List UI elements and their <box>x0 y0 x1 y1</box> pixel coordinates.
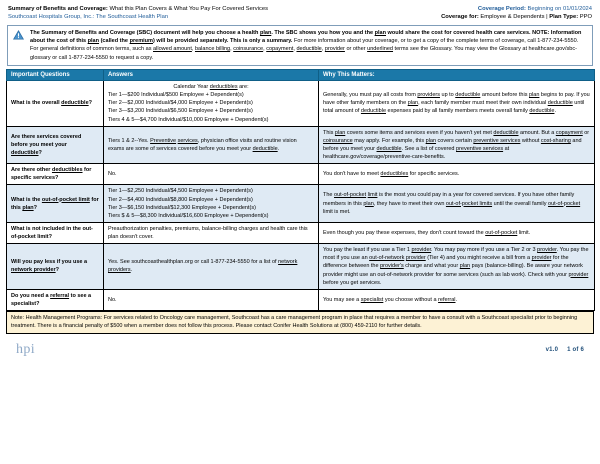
w4-term-oop: out-of-pocket <box>334 192 367 199</box>
tier-line: Tier 2—$4,400 Individual/$8,800 Employee + Dependent(s) <box>108 196 253 203</box>
answer-services-before-deductible <box>104 126 319 164</box>
why-overall-deductible <box>319 81 595 127</box>
tier-line: Tier 3—$3,200 Individual/$6,500 Employee + Dependent(s) <box>108 108 253 115</box>
intro-term-copayment: copayment <box>266 46 294 53</box>
table-row <box>7 244 595 290</box>
w1-term-deductible-2: deductible <box>547 100 573 107</box>
a1-intro-b: are: <box>237 84 249 91</box>
w2-f: covers certain <box>436 137 474 144</box>
q3-term-deductibles: deductibles <box>51 167 83 174</box>
why-network-provider <box>319 244 595 290</box>
why-out-of-pocket-limit <box>319 185 595 223</box>
intro-term-plan-2: plan <box>374 29 386 36</box>
q4-a: What is the <box>11 196 42 203</box>
w4-c: is the most you could pay in a year for covered services. If you have other family members in this <box>323 192 575 207</box>
intro-term-provider: provider <box>324 46 345 53</box>
w1-term-deductible-3: deductible <box>360 108 386 115</box>
question-other-deductibles <box>7 164 104 185</box>
w7-term-specialist: specialist <box>360 296 384 303</box>
q7-b: to see a specialist? <box>11 292 92 307</box>
answer-out-of-pocket-limit <box>104 185 319 223</box>
w1-term-deductible-1: deductible <box>455 92 481 99</box>
question-out-of-pocket-limit <box>7 185 104 223</box>
health-management-note <box>6 311 594 334</box>
q6-b: ? <box>55 267 59 274</box>
table-header-row <box>7 70 595 81</box>
w1-term-deductible-4: deductible <box>529 108 555 115</box>
benefits-table <box>6 69 595 311</box>
tier-line: Tier 3—$6,150 Individual/$12,300 Employee + Dependent(s) <box>108 204 256 211</box>
header-left <box>8 5 268 22</box>
a6-b: . <box>130 267 133 274</box>
a1-intro <box>108 83 314 91</box>
q2-a: Are there services covered before you meet your <box>11 133 82 148</box>
q7-term-referral: referral <box>50 292 70 299</box>
a2-a: Tiers 1 & 2--Yes. <box>108 137 151 144</box>
w3-b: for specific services. <box>408 171 460 178</box>
a1-term-deductibles: deductibles <box>209 84 238 91</box>
w5-term-oop: out-of-pocket <box>485 229 518 236</box>
intro-callout <box>7 25 593 66</box>
a2-term-services: services <box>177 137 198 144</box>
w4-a: The <box>323 192 335 199</box>
w6-c: . You pay the most if you use an <box>323 247 589 262</box>
w2-i: . See a list of covered <box>401 145 457 152</box>
page-number: 1 of 6 <box>567 346 584 353</box>
intro-s1a: The Summary of Benefits and Coverage (SBC) document will help you choose a health <box>30 29 260 36</box>
q4-b: for this <box>11 196 99 211</box>
table-row <box>7 185 595 223</box>
w3-term-deductibles: deductibles <box>380 171 409 178</box>
w6-h: pays (balance-billing). Be aware your network provider might use an out-of-network provider for some services (such as lab work). Check with your <box>323 263 583 278</box>
w4-e: until the overall family <box>492 200 549 207</box>
w7-term-referral: referral <box>438 296 456 303</box>
intro-paragraph: The Summary of Benefits and Coverage (SBC) document will help you choose a health plan. The SBC shows you how you and the plan would share the cost for covered health care services. NOTE: Information about the cost of this plan (called the premium) will be provided separately. This is only a summary. For more information about your coverage, or to get a copy of the complete terms of coverage, call 1-877-234-5550. For general definitions of common terms, such as allowed amount, balance billing, coinsurance, copayment, deductible, provider or other underlined terms see the Glossary. You may view the Glossary at healthcare.gov/sbc-glossary or call 1-877-234-5550 to request a copy. <box>30 29 582 61</box>
w4-d: , they have to meet their own <box>373 200 446 207</box>
a2-c: , physician office visits and routine vision exams are some of services covered before you meet your <box>108 137 297 152</box>
answer-not-included-oop: Preauthorization penalties, premiums, balance-billing charges and health care this plan doesn't cover. <box>104 222 319 243</box>
q4-term-oop-limit: out-of-pocket limit <box>41 196 90 203</box>
answer-overall-deductible <box>104 81 319 127</box>
a2-term-preventive: Preventive <box>150 137 177 144</box>
intro-s4: terms see the Glossary. You may view the Glossary at healthcare.gov/sbc-glossary or call 1-877-234-5550 to request a copy. <box>30 46 577 61</box>
w2-term-deductible-1: deductible <box>493 129 519 136</box>
w2-h: and before you meet your <box>323 137 582 152</box>
w2-term-deductible-2: deductible <box>376 145 402 152</box>
intro-term-underlined: underlined <box>367 46 394 53</box>
w1-f: until total amount of <box>323 100 585 115</box>
why-services-before-deductible <box>319 126 595 164</box>
intro-term-deductible: deductible <box>296 46 322 53</box>
intro-term-plan-1: plan <box>259 29 272 36</box>
table-row <box>7 126 595 164</box>
w1-term-providers: providers <box>417 92 440 99</box>
w2-b: covers some items and services even if you haven't yet met <box>345 129 494 136</box>
table-row <box>7 81 595 127</box>
w6-a: You pay the least if you use a Tier 1 <box>323 247 412 254</box>
w2-term-coinsurance: coinsurance <box>323 137 353 144</box>
tier-line: Tier 1—$2,250 Individual/$4,500 Employee + Dependent(s) <box>108 188 253 195</box>
question-not-included-oop: What is not included in the out-of-pocket limit? <box>7 222 104 243</box>
coverage-for-label: Coverage for: <box>441 14 479 21</box>
q2-b: ? <box>38 149 42 156</box>
intro-s1c: would share the cost for covered health care services. NOTE: Information about the cost of this <box>30 29 582 45</box>
w1-c: amount before this <box>480 92 529 99</box>
w2-term-preventive-services-2: preventive services <box>456 145 504 152</box>
answer-other-deductibles: No. <box>104 164 319 185</box>
w6-b: . You may pay more if you use a Tier 2 or 3 <box>431 247 538 254</box>
tier-line: Tiers $ & 5—$8,300 Individual/$16,600 Employee + Dependent(s) <box>108 212 269 219</box>
plan-type-label: Plan Type: <box>549 14 579 21</box>
w7-b: you choose without a <box>383 296 439 303</box>
tier-line: Tier 1—$200 Individual/$500 Employee + Dependent(s) <box>108 92 244 99</box>
w2-term-cost-sharing: cost-sharing <box>540 137 571 144</box>
w2-term-plan-1: plan <box>334 129 346 136</box>
a1-intro-a: Calendar Year <box>173 84 210 91</box>
w4-term-limit: limit <box>367 192 378 199</box>
hpi-logo: hpi <box>16 341 36 357</box>
coverage-period-value: Beginning on 01/01/2024 <box>525 6 592 12</box>
w2-g: without <box>520 137 541 144</box>
w1-g: expenses paid by all family members meets overall family <box>386 108 530 115</box>
intro-s1e: ) will be provided separately. This is only a summary. <box>153 38 293 45</box>
a6-term-network-providers: network providers <box>108 259 298 274</box>
intro-term-balance-billing: balance billing <box>194 46 231 53</box>
intro-s3: or other <box>344 46 368 53</box>
w2-term-plan-2: plan <box>425 137 437 144</box>
w6-term-provider-3: provider <box>405 255 426 262</box>
q7-a: Do you need a <box>11 292 51 299</box>
why-other-deductibles <box>319 164 595 185</box>
w4-term-oop-limits: out-of-pocket limits <box>445 200 493 207</box>
w4-f: limit is met. <box>323 208 351 215</box>
w1-h: . <box>554 108 556 115</box>
q3-a: Are there other <box>11 167 52 174</box>
w2-term-copayment: copayment <box>555 129 583 136</box>
a6-a: Yes. See southcoasthealthplan.org or call 1-877-234-5550 for a list of <box>108 259 279 266</box>
plan-name: Southcoast Hospitals Group, Inc.: The Southcoast Health Plan <box>8 14 169 21</box>
w5-b: limit. <box>517 229 531 236</box>
w6-term-provider-4: provider <box>531 255 552 262</box>
intro-s1d: (called the <box>99 38 130 45</box>
w1-e: , each family member must meet their own individual <box>418 100 548 107</box>
why-not-included-oop <box>319 222 595 243</box>
q4-term-plan: plan <box>22 204 34 211</box>
intro-s2: For more information about your coverage, or to get a copy of the complete terms of coverage, call 1-877-234-5550. For general definitions of common terms, such as <box>30 38 579 53</box>
coverage-for-line <box>441 13 592 21</box>
q6-a: Will you pay less if you use a <box>11 259 88 266</box>
document-title-rest: What this Plan Covers & What You Pay For Covered Services <box>107 6 269 12</box>
w6-term-plan: plan <box>459 263 471 270</box>
w1-d: begins to pay. If you have other family members on the <box>323 92 590 107</box>
w7-c: . <box>455 296 458 303</box>
w4-term-plan: plan <box>363 200 374 207</box>
a2-term-deductible: deductible <box>252 145 278 152</box>
coverage-for-value: Employee & Dependents <box>478 14 545 21</box>
a2-d: . <box>277 145 280 152</box>
w5-a: Even though you pay these expenses, they don't count toward the <box>323 229 486 236</box>
q1-b: ? <box>88 100 93 107</box>
w2-c: amount. But a <box>518 129 556 136</box>
intro-term-coinsurance: coinsurance <box>233 46 264 53</box>
intro-s1b: . The SBC shows you how you and the <box>271 29 375 36</box>
q3-b: for specific services? <box>11 167 92 182</box>
w2-term-preventive-services-1: preventive services <box>473 137 521 144</box>
header-separator: | <box>544 14 550 21</box>
coverage-period-label: Coverage Period: <box>477 6 526 12</box>
header-right <box>441 5 592 22</box>
question-referral <box>7 289 104 310</box>
w6-i: before you get services. <box>323 279 382 286</box>
answer-network-provider <box>104 244 319 290</box>
column-header-answers: Answers <box>104 70 319 81</box>
w2-a: This <box>323 129 335 136</box>
w1-b: up to <box>439 92 456 99</box>
w7-a: You may see a <box>323 296 361 303</box>
q1-a: What is the overall <box>11 100 62 107</box>
tier-line: Tiers 4 & 5—$4,700 Individual/$10,000 Employee + Dependent(s) <box>108 116 269 123</box>
q2-term-deductible: deductible <box>11 149 39 156</box>
coverage-period <box>441 5 592 13</box>
w6-f: for the difference between the <box>323 255 569 270</box>
answer-referral: No. <box>104 289 319 310</box>
w2-d: or <box>582 129 590 136</box>
note-label: Note: Health Management Programs: <box>11 315 103 322</box>
w6-term-provider-2: provider <box>537 247 557 254</box>
question-services-before-deductible <box>7 126 104 164</box>
w6-e: (Tier 4) and you might receive a bill from a <box>425 255 532 262</box>
intro-term-allowed-amount: allowed amount <box>153 46 192 53</box>
w1-a: Generally, you must pay all costs from <box>323 92 418 99</box>
w3-a: You don't have to meet <box>323 171 381 178</box>
w1-term-plan-2: plan <box>407 100 419 107</box>
w6-term-provider-1: provider <box>411 247 432 254</box>
q4-c: ? <box>33 204 37 211</box>
column-header-why-this-matters: Why This Matters: <box>319 70 595 81</box>
w2-j: at healthcare.gov/coverage/preventive-care-benefits. <box>323 145 510 161</box>
warning-triangle-icon <box>12 29 25 41</box>
w6-term-out-of-network: out-of-network <box>369 255 405 262</box>
w4-term-oop-2: out-of-pocket <box>548 200 581 207</box>
column-header-important-questions: Important Questions <box>7 70 104 81</box>
table-row <box>7 289 595 310</box>
w6-term-providers-possessive: provider's <box>380 263 404 270</box>
plan-type-value: PPO <box>578 14 592 21</box>
document-title <box>8 5 268 13</box>
w6-term-provider-5: provider <box>568 271 589 278</box>
q6-term-network-provider: network provider <box>11 267 56 274</box>
table-row <box>7 222 595 243</box>
w6-g: charge and what your <box>403 263 460 270</box>
question-overall-deductible <box>7 81 104 127</box>
question-network-provider <box>7 244 104 290</box>
q1-term-deductible: deductible <box>61 100 89 107</box>
why-referral <box>319 289 595 310</box>
page-footer <box>6 334 594 358</box>
tier-line: Tier 2—$2,000 Individual/$4,000 Employee + Dependent(s) <box>108 100 253 107</box>
w2-e: may apply. For example, this <box>352 137 426 144</box>
w1-term-plan-1: plan <box>528 92 540 99</box>
intro-term-plan-3: plan <box>87 38 100 45</box>
footer-meta <box>537 347 584 353</box>
document-title-bold: Summary of Benefits and Coverage: <box>8 6 108 12</box>
intro-term-premium: premium <box>129 38 153 45</box>
version-label: v1.0 <box>545 346 559 353</box>
table-row <box>7 164 595 185</box>
note-text: For services related to Oncology care management, Southcoast has a care management program in place that requires a member to have a consult with a Southcoast specialist prior to beginning treatment. There is a financial penalty of $500 when a member does not follow this process. Please contact Conifer Health Solutions at (800) 459-2110 for further details. <box>11 315 578 330</box>
document-header <box>6 3 594 25</box>
